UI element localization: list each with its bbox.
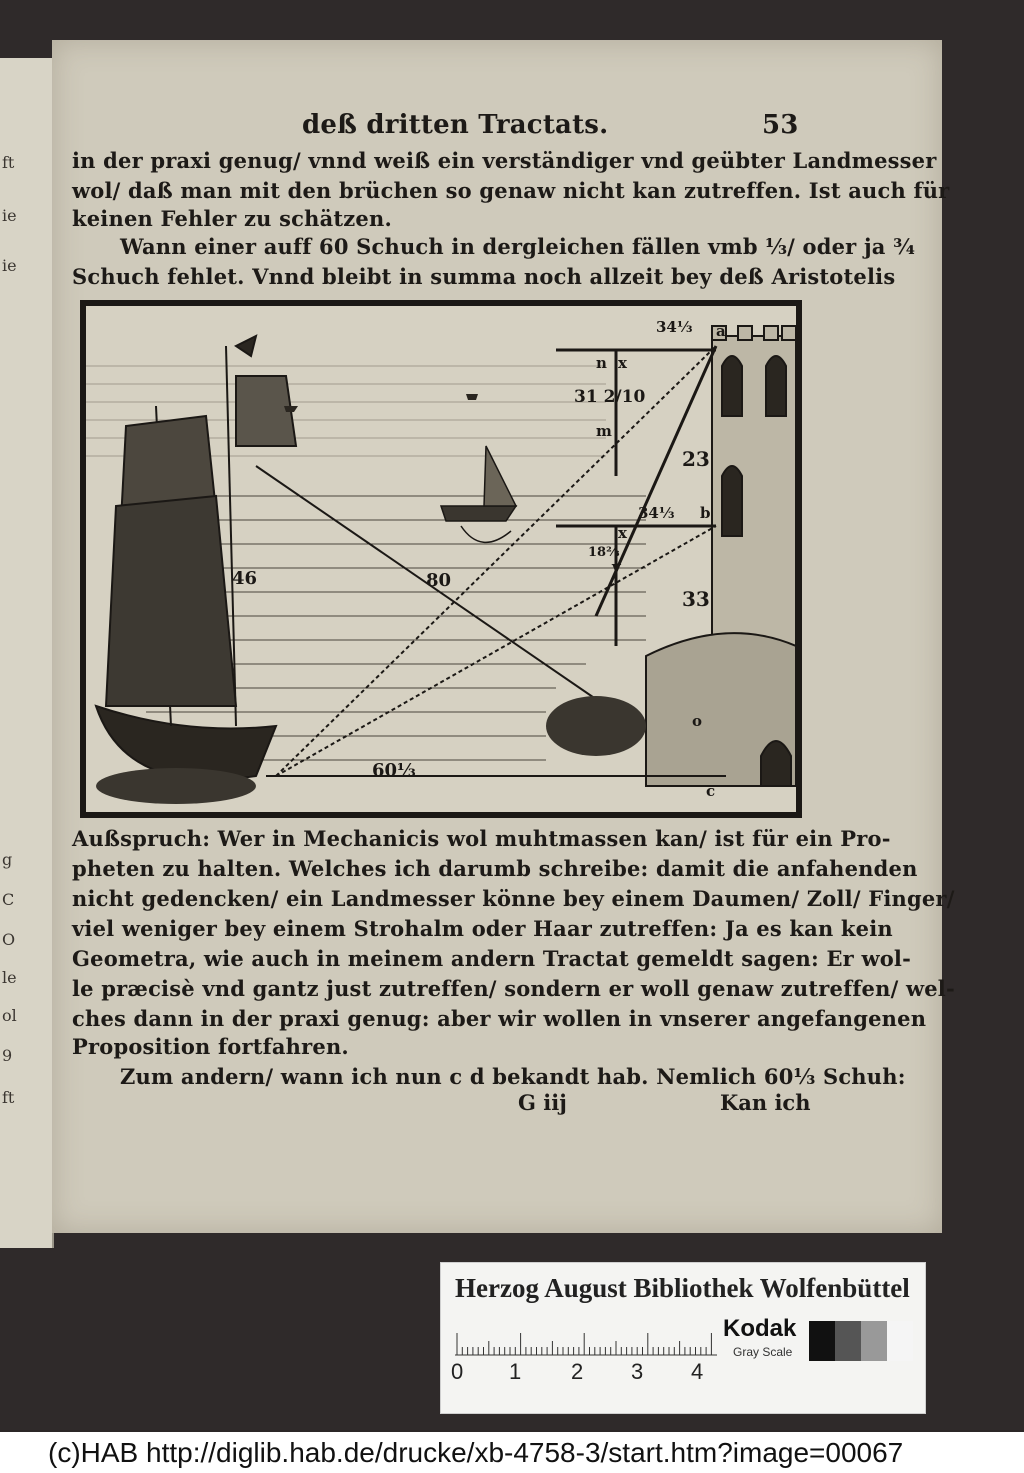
facing-fragment: g	[2, 850, 13, 869]
institution-name: Herzog August Bibliothek Wolfenbüttel	[455, 1273, 910, 1303]
label-46: 46	[232, 568, 258, 589]
woodcut-illustration	[80, 300, 802, 818]
signature-mark: G iij	[518, 1090, 567, 1115]
running-head: deß dritten Tractats.	[302, 110, 609, 140]
gray-scale-label: Gray Scale	[733, 1345, 793, 1359]
text-line: pheten zu halten. Welches ich darumb schreibe: damit die anfahenden	[72, 856, 918, 881]
facing-fragment: O	[2, 930, 16, 949]
label-o: o	[692, 712, 703, 730]
small-boat	[441, 446, 516, 542]
label-80: 80	[426, 570, 452, 591]
text-line: ches dann in der praxi genug: aber wir wollen in vnserer angefangenen	[72, 1006, 927, 1031]
facing-fragment: ie	[2, 256, 17, 275]
woodcut-drawing	[86, 306, 796, 812]
distant-ships	[284, 394, 478, 412]
kodak-logo: Kodak	[723, 1315, 797, 1342]
ruler-number: 3	[631, 1359, 644, 1384]
ruler-scale	[455, 1315, 717, 1357]
label-a: a	[716, 322, 726, 340]
tower	[646, 326, 796, 786]
facing-fragment: ft	[2, 1088, 15, 1107]
label-x-low: x	[618, 524, 627, 542]
label-33: 33	[682, 587, 710, 611]
copyright-url: (c)HAB http://diglib.hab.de/drucke/xb-4758-3/start.htm?image=00067	[0, 1432, 1024, 1473]
label-34-top: 34⅓	[656, 318, 693, 336]
gray-patch-mid	[861, 1321, 887, 1361]
label-v: v	[612, 558, 621, 576]
label-23: 23	[682, 447, 710, 471]
label-c: c	[706, 782, 716, 800]
ruler-number: 0	[451, 1359, 464, 1384]
gray-patches	[809, 1321, 913, 1361]
text-line: nicht gedencken/ ein Landmesser könne bey einem Daumen/ Zoll/ Finger/	[72, 886, 955, 911]
facing-fragment: le	[2, 968, 17, 987]
text-line: Proposition fortfahren.	[72, 1034, 349, 1059]
gray-patch-black	[809, 1321, 835, 1361]
text-line: keinen Fehler zu schätzen.	[72, 206, 392, 231]
text-line: Schuch fehlet. Vnnd bleibt in summa noch allzeit bey deß Aristotelis	[72, 264, 896, 289]
label-b: b	[700, 504, 711, 522]
page-number: 53	[762, 110, 799, 140]
gray-patch-white	[887, 1321, 913, 1361]
facing-fragment: ie	[2, 206, 17, 225]
text-line: Geometra, wie auch in meinem andern Tractat gemeldt sagen: Er wol-	[72, 946, 912, 971]
facing-fragment: ft	[2, 153, 15, 172]
text-line: in der praxi genug/ vnnd weiß ein verständiger vnd geübter Landmesser	[72, 148, 937, 173]
text-line: Außspruch: Wer in Mechanicis wol muhtmassen kan/ ist für ein Pro-	[72, 826, 891, 851]
sailing-ship	[96, 336, 296, 780]
catchword: Kan ich	[720, 1090, 811, 1115]
text-line: Zum andern/ wann ich nun c d bekandt hab. Nemlich 60⅓ Schuh:	[120, 1064, 906, 1089]
book-page	[52, 40, 955, 1233]
label-18: 18⅔	[588, 545, 620, 560]
label-60: 60⅓	[372, 760, 416, 781]
label-34-mid: 34⅓	[638, 504, 675, 522]
calibration-card	[440, 1262, 926, 1414]
facing-fragment: 9	[2, 1046, 13, 1065]
text-line: viel weniger bey einem Strohalm oder Haar zutreffen: Ja es kan kein	[72, 916, 893, 941]
ruler-number: 2	[571, 1359, 584, 1384]
label-31: 31 2/10	[574, 387, 646, 407]
text-line: wol/ daß man mit den brüchen so genaw nicht kan zutreffen. Ist auch für	[72, 178, 950, 203]
text-line: le præcisè vnd gantz just zutreffen/ sondern er woll genaw zutreffen/ wel-	[72, 976, 955, 1001]
label-x-top: x	[618, 354, 627, 372]
ruler-number: 1	[509, 1359, 522, 1384]
facing-page-edge	[0, 58, 54, 1248]
text-line: Wann einer auff 60 Schuch in dergleichen fällen vmb ⅓/ oder ja ¾	[120, 234, 916, 259]
facing-fragment: ol	[2, 1006, 17, 1025]
label-n: n	[596, 354, 607, 372]
ruler-number: 4	[691, 1359, 704, 1384]
gray-patch-dark	[835, 1321, 861, 1361]
label-m: m	[596, 422, 612, 440]
facing-fragment: C	[2, 890, 15, 909]
